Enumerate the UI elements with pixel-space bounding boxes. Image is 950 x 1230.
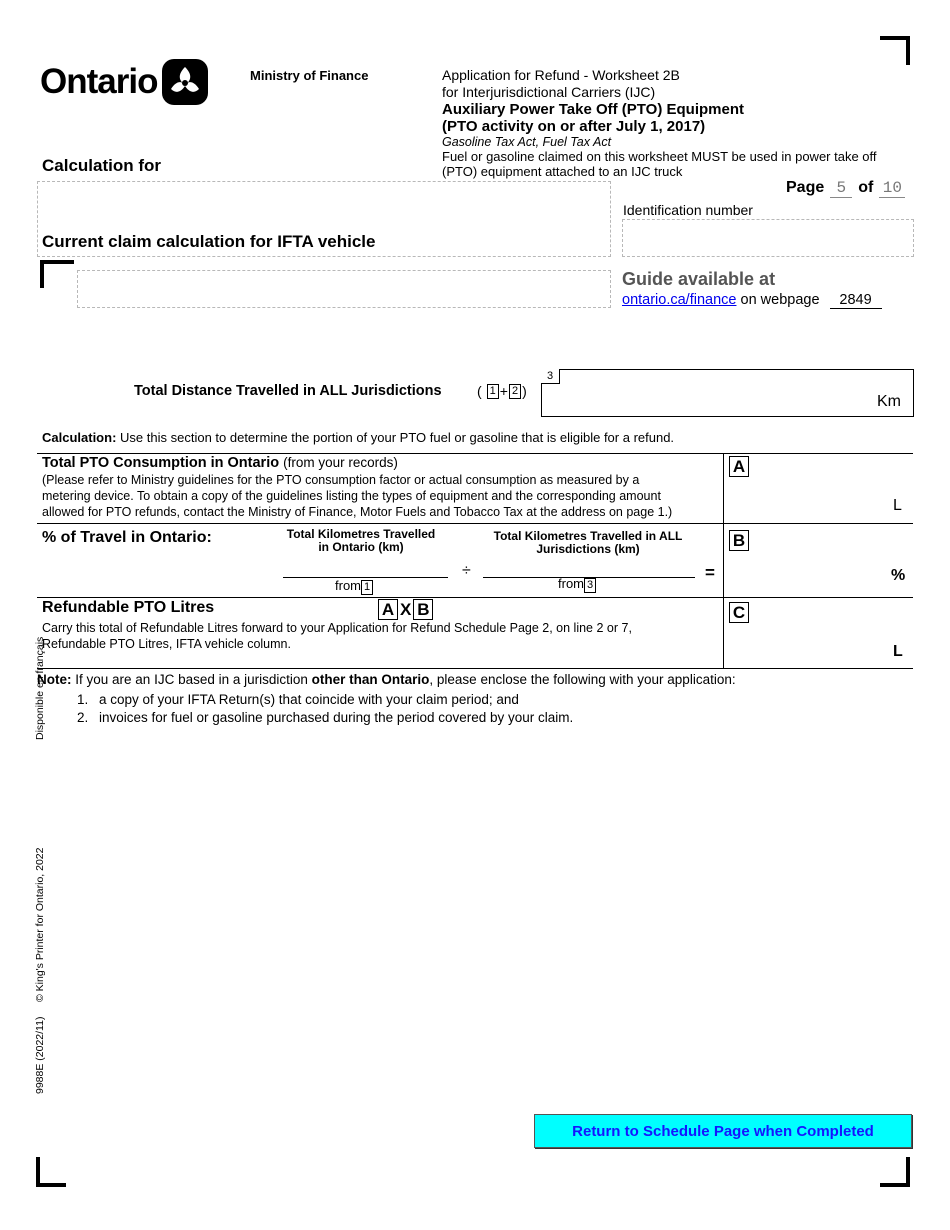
acts-line: Gasoline Tax Act, Fuel Tax Act [442,135,612,149]
from-ref-2: 3 [584,578,596,593]
ref-box-2: 2 [509,384,521,399]
trillium-icon [161,58,209,106]
row-c-field[interactable] [724,598,913,668]
form-number: 9988E (2022/11) [34,1016,46,1094]
ref-box-1: 1 [487,384,499,399]
row-c-formula [378,599,433,620]
from-label-1: from [335,578,361,593]
identification-label: Identification number [623,202,753,218]
calculation-for-label: Calculation for [42,156,162,175]
row-b-col2-header [478,530,698,556]
note-item [77,709,573,727]
notice-line-2: (PTO) equipment attached to an IJC truck [442,164,683,179]
corner-mark-mid-left-v [40,260,44,288]
formula-open-paren: ( [477,383,482,399]
row-b-letter: B [729,530,749,551]
logo-wordmark: Ontario [40,62,158,101]
corner-mark-bottom-right-h [880,1183,910,1187]
page-indicator [786,179,905,198]
row-a-title [42,455,398,471]
total-distance-field[interactable] [541,369,914,417]
row-c-title: Refundable PTO Litres [42,599,215,616]
calculation-text: Use this section to determine the portion of your PTO fuel or gasoline that is eligible for a refund. [120,430,675,445]
from-ref-1: 1 [361,580,373,595]
row-b-divide: ÷ [462,562,471,579]
page-total[interactable]: 10 [879,179,905,198]
note-item-num: 2. [77,710,89,725]
formula-plus: + [499,383,508,399]
return-button-label: Return to Schedule Page when Completed [572,1122,874,1140]
ministry-name: Ministry of Finance [250,68,369,83]
note-paragraph [37,672,736,687]
total-distance-unit: Km [877,393,901,410]
row-b-from-1 [335,578,373,595]
row-b-equals: = [705,563,715,582]
row-b-title: % of Travel in Ontario: [42,529,212,546]
note-text-bold: other than Ontario [311,672,430,687]
form-title-block [442,67,922,179]
row-c-letter: C [729,602,749,623]
corner-mark-bottom-left-h [36,1183,66,1187]
row-c-desc-2: Refundable PTO Litres, IFTA vehicle column. [42,637,291,651]
guide-title: Guide available at [622,269,776,289]
row-b-from-2 [558,576,596,593]
row-a-letter: A [729,456,749,477]
note-item-text: invoices for fuel or gasoline purchased during the period covered by your claim. [99,710,574,725]
row-c-desc-1: Carry this total of Refundable Litres forward to your Application for Refund Schedule Page 2, on line 2 or 7, [42,621,632,635]
note-item-num: 1. [77,692,89,707]
formula-close-paren: ) [522,383,527,399]
row-a-title-suffix: (from your records) [283,455,398,470]
row-a-desc-1: (Please refer to Ministry guidelines for the PTO consumption factor or actual consumption as measured by a [42,473,640,487]
french-availability: Disponible en français [34,636,46,740]
return-to-schedule-button[interactable] [534,1114,912,1148]
row-b-col2-header-1: Total Kilometres Travelled in ALL [493,529,683,543]
page-label: Page [786,179,825,196]
note-item-text: a copy of your IFTA Return(s) that coincide with your claim period; and [99,692,519,707]
guide-text: on webpage [740,292,820,308]
note-item [77,691,573,709]
row-b-col1-header-2: in Ontario (km) [318,540,404,554]
calculation-label: Calculation: [42,430,117,445]
total-distance-box-number: 3 [541,369,560,384]
page-current[interactable]: 5 [830,179,852,198]
second-input-field[interactable] [77,270,611,308]
row-a-desc-2: metering device. To obtain a copy of the guidelines listing the types of equipment and the corresponding amount [42,489,661,503]
title-bold-2: (PTO activity on or after July 1, 2017) [442,118,706,135]
note-list [77,691,573,727]
row-a-title-bold: Total PTO Consumption in Ontario [42,455,280,471]
row-b-col1-header [276,528,446,554]
row-a-description [42,472,672,520]
row-b-unit: % [891,567,906,584]
row-c-bottom-line [37,668,913,669]
from-label-2: from [558,576,584,591]
guide-page-number: 2849 [830,292,882,309]
total-distance-label: Total Distance Travelled in ALL Jurisdictions [134,383,442,399]
note-text-pre: If you are an IJC based in a jurisdiction [75,672,308,687]
row-c-formula-a: A [378,599,398,620]
calculation-intro [42,430,674,445]
title-line-1: Application for Refund - Worksheet 2B [442,67,680,83]
row-c-description [42,620,632,652]
ontario-logo [40,58,209,106]
page-of-label: of [858,179,874,196]
row-c-formula-b: B [413,599,433,620]
row-b-col1-header-1: Total Kilometres Travelled [286,527,436,541]
row-b-col2-header-2: Jurisdictions (km) [536,542,640,556]
notice-line-1: Fuel or gasoline claimed on this worksheet MUST be used in power take off [442,149,877,164]
current-claim-heading: Current claim calculation for IFTA vehicle [42,232,376,251]
row-a-unit: L [893,497,902,514]
row-a-field[interactable] [724,454,913,523]
title-bold-1: Auxiliary Power Take Off (PTO) Equipment [442,101,744,118]
corner-mark-mid-left [40,260,74,264]
title-line-2: for Interjurisdictional Carriers (IJC) [442,84,656,100]
row-c-unit: L [893,643,903,660]
note-label: Note: [37,672,72,687]
row-a-desc-3: allowed for PTO refunds, contact the Ministry of Finance, Motor Fuels and Tobacco Tax at the address on page 1.) [42,505,673,519]
guide-line [622,292,882,309]
corner-mark-top-right-v [906,36,910,65]
identification-field[interactable] [622,219,914,257]
guide-link[interactable]: ontario.ca/finance [622,292,737,308]
row-b-field[interactable] [724,524,913,597]
row-c-formula-x: X [400,599,412,619]
total-distance-formula [477,383,527,399]
copyright-notice: © King's Printer for Ontario, 2022 [34,847,46,1002]
note-text-post: , please enclose the following with your application: [429,672,736,687]
